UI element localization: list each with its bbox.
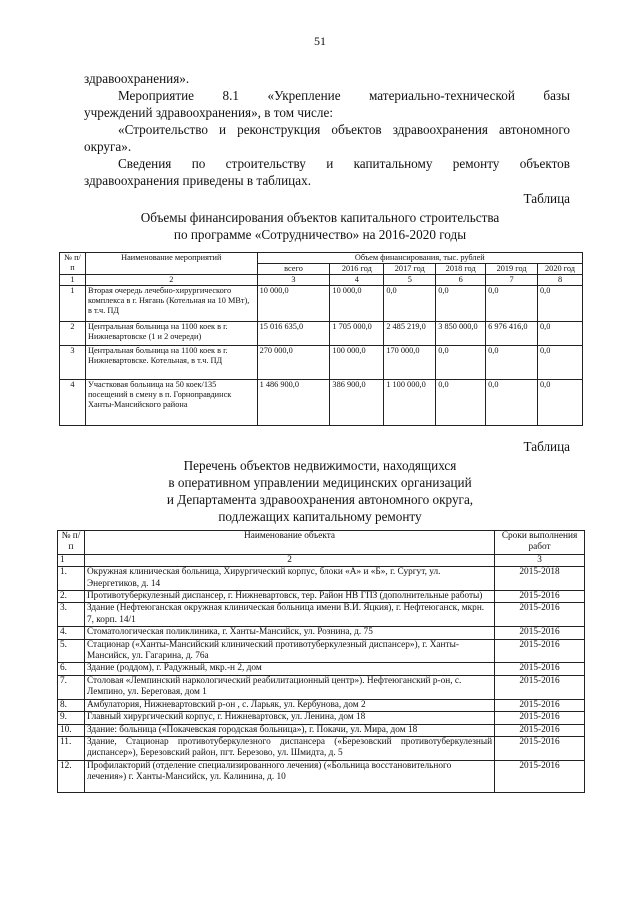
t2-row-term: 2015-2016 <box>495 736 585 760</box>
intro-line-3: учреждений здравоохранения», в том числе: <box>84 105 333 120</box>
t1-row-name: Участковая больница на 50 коек/135 посещений в смену в п. Горноправдинск Ханты-Мансийского района <box>85 380 257 426</box>
t1-cell: 3 850 000,0 <box>436 322 486 346</box>
intro-line-4: «Строительство и реконструкция объектов здравоохранения автономного <box>118 122 570 137</box>
repair-objects-table <box>57 530 585 793</box>
t2-row-num: 4. <box>58 627 85 639</box>
t2-row-term: 2015-2016 <box>495 627 585 639</box>
t1-cell: 1 100 000,0 <box>384 380 436 426</box>
t1-head-name: Наименование мероприятий <box>85 253 257 275</box>
t1-index-cell: 2 <box>85 275 257 286</box>
t2-row-num: 12. <box>58 760 85 792</box>
t2-index-row <box>58 554 585 566</box>
table-row <box>58 663 585 675</box>
t2-row-num: 3. <box>58 603 85 627</box>
t2-row-name: Здание, Стационар противотуберкулезного диспансера («Березовский противотуберкулезный диспансер»), Березовский район, пгт. Березово, ул. Шмидта, д. 5 <box>84 736 494 760</box>
table-row <box>58 699 585 711</box>
t2-row-name: Здание: больница («Покачевская городская больница»), г. Покачи, ул. Мира, дом 18 <box>84 724 494 736</box>
t1-cell: 2 485 219,0 <box>384 322 436 346</box>
t1-cell: 170 000,0 <box>384 346 436 380</box>
t2-row-name: Окружная клиническая больница, Хирургический корпус, блоки «А» и «Б», г. Сургут, ул. Энергетиков, д. 14 <box>84 567 494 591</box>
t2-head-term: Сроки выполнения работ <box>495 531 585 555</box>
t2-row-name: Здание (Нефтеюганская окружная клиническая больница имени В.И. Яцкия), г. Нефтеюганск, мкрн. 7, корп. 14/1 <box>84 603 494 627</box>
table-row <box>58 639 585 663</box>
t2-row-name: Противотуберкулезный диспансер, г. Нижневартовск, тер. Район НВ ГПЗ (дополнительные работы) <box>84 591 494 603</box>
t2-head-num: № п/п <box>58 531 85 555</box>
t2-row-name: Стационар («Ханты-Мансийский клинический противотуберкулезный диспансер»), г. Ханты-Мансийск, ул. Гагарина, д. 76а <box>84 639 494 663</box>
table1-title-line-2: по программе «Сотрудничество» на 2016-2020 годы <box>173 227 467 242</box>
t2-row-num: 1. <box>58 567 85 591</box>
financing-table <box>59 252 583 426</box>
table-row <box>58 603 585 627</box>
t1-cell: 15 016 635,0 <box>257 322 330 346</box>
t1-index-cell: 6 <box>436 275 486 286</box>
t2-row-term: 2015-2016 <box>495 603 585 627</box>
t1-cell: 0,0 <box>538 380 583 426</box>
t1-index-cell: 8 <box>538 275 583 286</box>
t2-row-term: 2015-2016 <box>495 712 585 724</box>
t1-cell: 1 486 900,0 <box>257 380 330 426</box>
t1-cell: 0,0 <box>486 346 538 380</box>
t1-cell: 1 705 000,0 <box>330 322 384 346</box>
t2-row-num: 7. <box>58 675 85 699</box>
t1-head-col: всего <box>257 264 330 275</box>
t2-row-term: 2015-2016 <box>495 760 585 792</box>
t1-row-num: 3 <box>60 346 86 380</box>
t1-cell: 0,0 <box>538 346 583 380</box>
t2-row-num: 8. <box>58 699 85 711</box>
table-row <box>58 736 585 760</box>
t1-head-col: 2016 год <box>330 264 384 275</box>
table2-title-line-1: Перечень объектов недвижимости, находящихся <box>183 458 457 473</box>
table-row <box>58 567 585 591</box>
t2-row-num: 6. <box>58 663 85 675</box>
t1-cell: 0,0 <box>436 346 486 380</box>
table-row <box>58 591 585 603</box>
intro-line-6: Сведения по строительству и капитальному ремонту объектов <box>118 156 570 171</box>
t1-cell: 0,0 <box>538 322 583 346</box>
t2-row-term: 2015-2016 <box>495 639 585 663</box>
table-row <box>60 346 583 380</box>
t2-index-cell: 2 <box>84 554 494 566</box>
t1-cell: 0,0 <box>436 286 486 322</box>
t2-index-cell: 3 <box>495 554 585 566</box>
intro-line-7: здравоохранения приведены в таблицах. <box>84 173 311 188</box>
table2-title-line-2: в оперативном управлении медицинских организаций <box>168 475 472 490</box>
t1-cell: 0,0 <box>538 286 583 322</box>
table2-label: Таблица <box>523 439 570 454</box>
t1-row-name: Центральная больница на 1100 коек в г. Нижневартовске (1 и 2 очереди) <box>85 322 257 346</box>
t1-row-num: 4 <box>60 380 86 426</box>
t2-row-name: Столовая «Лемпинский наркологический реабилитационный центр»). Нефтеюганский р-он, с. Лемпино, ул. Береговая, дом 1 <box>84 675 494 699</box>
t1-index-cell: 7 <box>486 275 538 286</box>
t1-cell: 10 000,0 <box>257 286 330 322</box>
t1-index-cell: 1 <box>60 275 86 286</box>
t1-index-cell: 5 <box>384 275 436 286</box>
t1-row-num: 1 <box>60 286 86 322</box>
table-row <box>60 380 583 426</box>
t1-index-row <box>60 275 583 286</box>
table-row <box>58 760 585 792</box>
t2-row-name: Профилакторий (отделение специализированного лечения) («Больница восстановительного лечения») г. Ханты-Мансийск, ул. Калинина, д. 10 <box>84 760 494 792</box>
t1-cell: 100 000,0 <box>330 346 384 380</box>
t2-row-num: 11. <box>58 736 85 760</box>
t1-row-name: Центральная больница на 1100 коек в г. Нижневартовске. Котельная, в т.ч. ПД <box>85 346 257 380</box>
intro-line-1: здравоохранения». <box>84 71 190 86</box>
page-number: 51 <box>314 34 326 48</box>
t1-head-col: 2017 год <box>384 264 436 275</box>
t1-head-col: 2020 год <box>538 264 583 275</box>
t2-head-name: Наименование объекта <box>84 531 494 555</box>
table-row <box>60 286 583 322</box>
t1-cell: 0,0 <box>486 286 538 322</box>
t1-cell: 0,0 <box>384 286 436 322</box>
t1-cell: 270 000,0 <box>257 346 330 380</box>
t1-index-cell: 3 <box>257 275 330 286</box>
t2-row-num: 5. <box>58 639 85 663</box>
table1-label: Таблица <box>523 191 570 206</box>
t1-cell: 386 900,0 <box>330 380 384 426</box>
t2-row-name: Амбулатория, Нижневартовский р-он , с. Ларьяк, ул. Кербунова, дом 2 <box>84 699 494 711</box>
t2-row-name: Здание (роддом), г. Радужный, мкр.-н 2, дом <box>84 663 494 675</box>
t1-cell: 0,0 <box>486 380 538 426</box>
t2-row-term: 2015-2016 <box>495 699 585 711</box>
intro-line-5: округа». <box>84 139 132 154</box>
t2-row-term: 2015-2016 <box>495 663 585 675</box>
t1-row-name: Вторая очередь лечебно-хирургического комплекса в г. Нягань (Котельная на 10 МВт), в т.ч. ПД <box>85 286 257 322</box>
t1-cell: 6 976 416,0 <box>486 322 538 346</box>
t1-row-num: 2 <box>60 322 86 346</box>
table2-title-line-3: и Департамента здравоохранения автономного округа, <box>166 492 474 507</box>
t2-row-name: Стоматологическая поликлиника, г. Ханты-Мансийск, ул. Рознина, д. 75 <box>84 627 494 639</box>
table-row <box>58 724 585 736</box>
t2-row-term: 2015-2016 <box>495 591 585 603</box>
table2-title-line-4: подлежащих капитальному ремонту <box>218 509 422 524</box>
t1-head-col: 2019 год <box>486 264 538 275</box>
table1-title-line-1: Объемы финансирования объектов капитального строительства <box>140 210 500 225</box>
t2-row-name: Главный хирургический корпус, г. Нижневартовск, ул. Ленина, дом 18 <box>84 712 494 724</box>
t2-row-term: 2015-2016 <box>495 724 585 736</box>
t2-row-num: 10. <box>58 724 85 736</box>
t2-row-num: 2. <box>58 591 85 603</box>
t1-cell: 10 000,0 <box>330 286 384 322</box>
t1-head-num: № п/п <box>60 253 86 275</box>
t2-row-term: 2015-2016 <box>495 675 585 699</box>
table-row <box>58 627 585 639</box>
table-row <box>60 322 583 346</box>
table-row <box>58 712 585 724</box>
t2-index-cell: 1 <box>58 554 85 566</box>
t1-cell: 0,0 <box>436 380 486 426</box>
t1-head-col: 2018 год <box>436 264 486 275</box>
t2-row-num: 9. <box>58 712 85 724</box>
t1-index-cell: 4 <box>330 275 384 286</box>
table-row <box>58 675 585 699</box>
t2-row-term: 2015-2018 <box>495 567 585 591</box>
intro-line-2: Мероприятие 8.1 «Укрепление материально-технической базы <box>118 88 570 103</box>
t1-head-volume: Объем финансирования, тыс. рублей <box>257 253 582 264</box>
